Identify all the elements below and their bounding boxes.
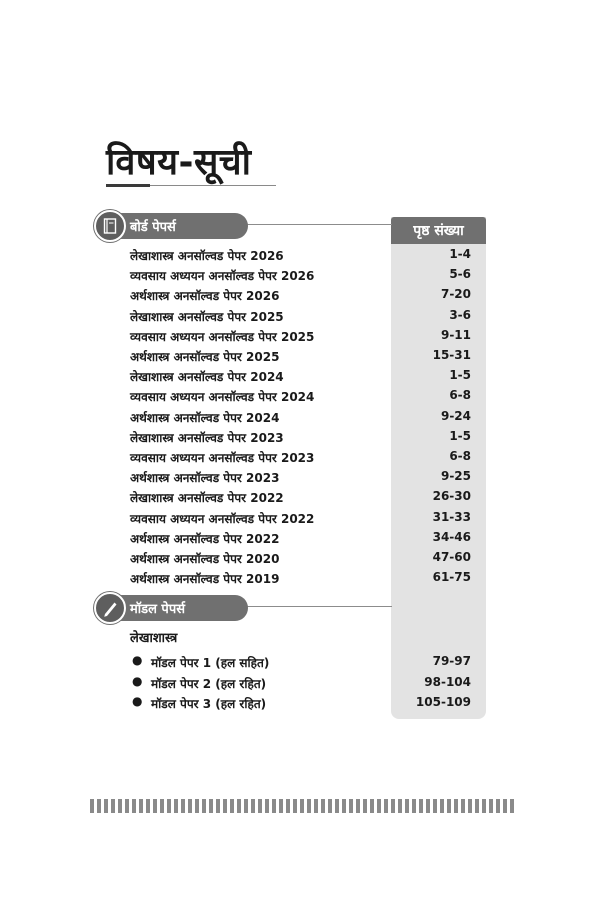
toc-entry-pages: 31-33: [432, 509, 471, 524]
toc-row: [130, 508, 486, 528]
toc-row: [130, 548, 486, 568]
toc-entry-pages: 6-8: [449, 388, 471, 403]
toc-entry-title: व्यवसाय अध्ययन अनसॉल्वड पेपर 2023: [130, 451, 315, 465]
toc-entry-pages: 26-30: [432, 489, 471, 504]
toc-row: [130, 285, 486, 305]
toc-row: [130, 467, 486, 487]
toc-entry-title: अर्थशास्त्र अनसॉल्वड पेपर 2022: [130, 531, 280, 546]
toc-entry-title: अर्थशास्त्र अनसॉल्वड पेपर 2026: [130, 289, 280, 304]
toc-entry-pages: 61-75: [432, 570, 471, 585]
title-underline: [150, 185, 276, 186]
model-section-badge: [108, 595, 248, 621]
bullet-icon: ●: [132, 653, 143, 667]
toc-entry-title: लेखाशास्त्र अनसॉल्वड पेपर 2025: [130, 309, 284, 324]
toc-entry-pages: 105-109: [415, 695, 471, 709]
toc-entry-title: मॉडल पेपर 2 (हल रहित): [151, 676, 267, 691]
toc-entry-pages: 34-46: [432, 529, 471, 544]
toc-row: [130, 245, 486, 265]
toc-row: [130, 346, 486, 366]
board-section-badge: [108, 213, 248, 239]
toc-entry-pages: 3-6: [449, 307, 471, 322]
toc-entry-title: अर्थशास्त्र अनसॉल्वड पेपर 2025: [130, 350, 280, 364]
toc-entry-title: अर्थशास्त्र अनसॉल्वड पेपर 2024: [130, 410, 280, 425]
page-title: विषय-सूची: [106, 142, 252, 183]
toc-entry-pages: 1-5: [449, 428, 471, 443]
toc-entry-pages: 98-104: [424, 674, 471, 689]
toc-entry-title: अर्थशास्त्र अनसॉल्वड पेपर 2020: [130, 552, 280, 566]
toc-row: [130, 366, 486, 386]
footer-decorative-bar: [90, 799, 514, 813]
toc-entry-pages: 9-24: [440, 408, 471, 423]
toc-entry-title: व्यवसाय अध्ययन अनसॉल्वड पेपर 2026: [130, 269, 315, 284]
toc-entry-title: मॉडल पेपर 1 (हल सहित): [151, 656, 270, 670]
toc-entry-pages: 5-6: [449, 267, 471, 282]
toc-row: [130, 306, 486, 326]
toc-entry-pages: 79-97: [432, 654, 471, 668]
toc-row: [130, 568, 486, 588]
toc-row: [130, 386, 486, 406]
toc-entry-title: लेखाशास्त्र अनसॉल्वड पेपर 2026: [130, 249, 284, 263]
toc-entry-pages: 9-11: [440, 327, 471, 342]
toc-entry-title: लेखाशास्त्र अनसॉल्वड पेपर 2022: [130, 491, 284, 506]
toc-entry-title: व्यवसाय अध्ययन अनसॉल्वड पेपर 2022: [130, 511, 315, 526]
model-subject-heading: लेखाशास्त्र: [130, 631, 178, 646]
model-section-rule: [240, 606, 392, 607]
toc-entry-title: व्यवसाय अध्ययन अनसॉल्वड पेपर 2024: [130, 390, 315, 405]
toc-row: [130, 407, 486, 427]
model-section-label: मॉडल पेपर्स: [130, 602, 185, 617]
toc-row: [130, 447, 486, 467]
toc-row: [130, 652, 486, 672]
toc-entry-pages: 7-20: [440, 287, 471, 302]
bullet-icon: ●: [132, 673, 143, 688]
toc-entry-title: लेखाशास्त्र अनसॉल्वड पेपर 2024: [130, 370, 284, 385]
toc-row: [130, 673, 486, 693]
pencil-icon: [94, 592, 126, 624]
toc-entry-title: व्यवसाय अध्ययन अनसॉल्वड पेपर 2025: [130, 329, 315, 344]
toc-row: [130, 326, 486, 346]
toc-row: [130, 427, 486, 447]
toc-entry-pages: 15-31: [432, 348, 471, 362]
toc-entry-pages: 1-4: [449, 247, 471, 261]
toc-entry-title: अर्थशास्त्र अनसॉल्वड पेपर 2019: [130, 572, 280, 587]
toc-entry-title: मॉडल पेपर 3 (हल रहित): [151, 697, 267, 711]
bullet-icon: ●: [132, 694, 143, 708]
board-section-label: बोर्ड पेपर्स: [130, 220, 176, 235]
toc-entry-pages: 6-8: [449, 449, 471, 463]
toc-row: [130, 487, 486, 507]
board-section-rule: [240, 224, 392, 225]
book-icon: [94, 210, 126, 242]
toc-entry-pages: 1-5: [449, 368, 471, 383]
toc-entry-pages: 47-60: [432, 550, 471, 564]
title-underline-accent: [106, 184, 150, 187]
toc-row: [130, 693, 486, 713]
toc-row: [130, 528, 486, 548]
toc-entry-title: लेखाशास्त्र अनसॉल्वड पेपर 2023: [130, 430, 284, 445]
toc-entry-pages: 9-25: [440, 469, 471, 484]
toc-entry-title: अर्थशास्त्र अनसॉल्वड पेपर 2023: [130, 471, 280, 486]
toc-row: [130, 265, 486, 285]
page-number-header: पृष्ठ संख्या: [391, 217, 486, 244]
